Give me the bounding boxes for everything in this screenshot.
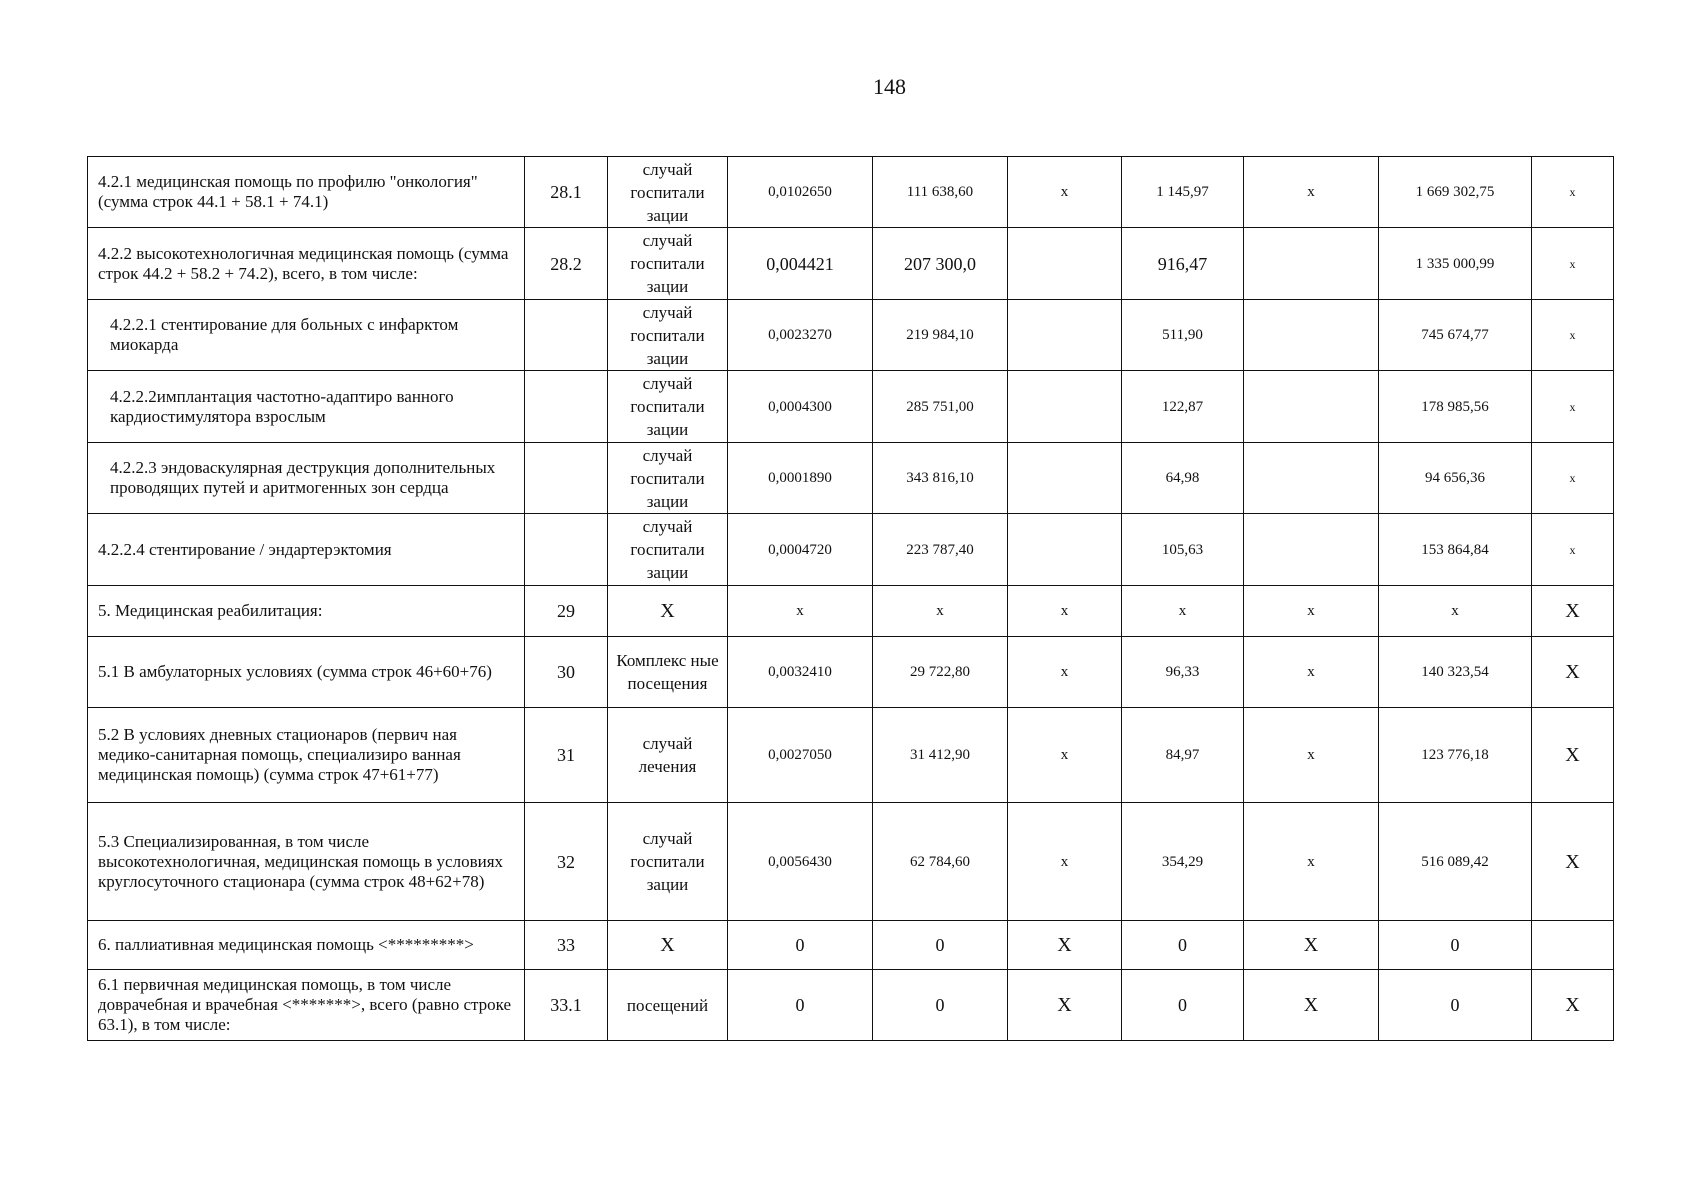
- table-row: [88, 300, 1614, 371]
- row-value-4: 0,0027050: [728, 708, 873, 803]
- row-value-4: x: [728, 586, 873, 637]
- row-name: 5.3 Специализированная, в том числе высокотехнологичная, медицинская помощь в условиях круглосуточного стационара (сумма строк 48+62+78): [88, 803, 525, 921]
- row-unit: случай госпитали зации: [608, 228, 728, 300]
- row-value-5: 29 722,80: [873, 637, 1008, 708]
- row-value-9: 745 674,77: [1379, 300, 1532, 371]
- row-value-9: 1 669 302,75: [1379, 157, 1532, 228]
- row-name: 5.2 В условиях дневных стационаров (первич ная медико-санитарная помощь, специализиро ванная медицинская помощь) (сумма строк 47+61+77): [88, 708, 525, 803]
- row-name: 4.2.2.3 эндоваскулярная деструкция дополнительных проводящих путей и аритмогенных зон сердца: [88, 443, 525, 514]
- row-value-5: 0: [873, 970, 1008, 1041]
- row-value-5: 219 984,10: [873, 300, 1008, 371]
- row-name: 4.2.2.2имплантация частотно-адаптиро ванного кардиостимулятора взрослым: [88, 371, 525, 443]
- row-value-9: 178 985,56: [1379, 371, 1532, 443]
- row-unit: случай госпитали зации: [608, 514, 728, 586]
- row-code: 32: [525, 803, 608, 921]
- row-value-10: X: [1532, 970, 1614, 1041]
- row-value-7: 105,63: [1122, 514, 1244, 586]
- row-value-8: [1244, 371, 1379, 443]
- row-value-6: [1008, 443, 1122, 514]
- row-value-6: x: [1008, 157, 1122, 228]
- row-value-9: 516 089,42: [1379, 803, 1532, 921]
- row-value-4: 0,004421: [728, 228, 873, 300]
- row-value-6: [1008, 514, 1122, 586]
- row-name: 4.2.2 высокотехнологичная медицинская помощь (сумма строк 44.2 + 58.2 + 74.2), всего, в том числе:: [88, 228, 525, 300]
- row-value-6: x: [1008, 586, 1122, 637]
- row-name: 4.2.2.1 стентирование для больных с инфарктом миокарда: [88, 300, 525, 371]
- row-value-10: X: [1532, 586, 1614, 637]
- row-value-9: 140 323,54: [1379, 637, 1532, 708]
- row-name: 4.2.2.4 стентирование / эндартерэктомия: [88, 514, 525, 586]
- row-value-10: x: [1532, 300, 1614, 371]
- row-value-5: 0: [873, 921, 1008, 970]
- row-value-8: [1244, 300, 1379, 371]
- row-value-10: x: [1532, 157, 1614, 228]
- table-row: [88, 228, 1614, 300]
- row-value-4: 0,0023270: [728, 300, 873, 371]
- row-code: 30: [525, 637, 608, 708]
- row-value-9: 0: [1379, 970, 1532, 1041]
- row-value-5: 343 816,10: [873, 443, 1008, 514]
- row-value-8: [1244, 228, 1379, 300]
- row-value-4: 0,0004300: [728, 371, 873, 443]
- row-unit: случай госпитали зации: [608, 443, 728, 514]
- row-value-4: 0,0001890: [728, 443, 873, 514]
- row-unit: Комплекс ные посещения: [608, 637, 728, 708]
- row-value-6: X: [1008, 970, 1122, 1041]
- row-value-6: x: [1008, 637, 1122, 708]
- row-name: 6.1 первичная медицинская помощь, в том числе доврачебная и врачебная <*******>, всего (равно строке 63.1), в том числе:: [88, 970, 525, 1041]
- row-value-10: x: [1532, 228, 1614, 300]
- row-value-10: X: [1532, 803, 1614, 921]
- row-value-9: x: [1379, 586, 1532, 637]
- row-value-8: x: [1244, 586, 1379, 637]
- row-code: 33: [525, 921, 608, 970]
- row-value-8: x: [1244, 637, 1379, 708]
- row-value-4: 0: [728, 970, 873, 1041]
- row-code: [525, 371, 608, 443]
- row-value-8: X: [1244, 921, 1379, 970]
- row-value-5: 285 751,00: [873, 371, 1008, 443]
- row-value-4: 0,0056430: [728, 803, 873, 921]
- row-value-9: 153 864,84: [1379, 514, 1532, 586]
- row-code: [525, 514, 608, 586]
- row-value-10: x: [1532, 443, 1614, 514]
- table-row: [88, 637, 1614, 708]
- table-row: [88, 371, 1614, 443]
- table-row: [88, 970, 1614, 1041]
- row-value-7: 916,47: [1122, 228, 1244, 300]
- row-value-7: 64,98: [1122, 443, 1244, 514]
- table-row: [88, 514, 1614, 586]
- page-number: 148: [873, 74, 906, 99]
- row-value-7: 0: [1122, 970, 1244, 1041]
- table-row: [88, 586, 1614, 637]
- row-code: 28.2: [525, 228, 608, 300]
- row-unit: случай госпитали зации: [608, 803, 728, 921]
- row-name: 4.2.1 медицинская помощь по профилю "онкология" (сумма строк 44.1 + 58.1 + 74.1): [88, 157, 525, 228]
- row-value-9: 1 335 000,99: [1379, 228, 1532, 300]
- row-value-10: X: [1532, 708, 1614, 803]
- row-value-5: 62 784,60: [873, 803, 1008, 921]
- row-value-6: x: [1008, 803, 1122, 921]
- row-value-9: 94 656,36: [1379, 443, 1532, 514]
- row-value-7: 122,87: [1122, 371, 1244, 443]
- table-row: [88, 443, 1614, 514]
- row-code: 28.1: [525, 157, 608, 228]
- row-value-8: [1244, 443, 1379, 514]
- row-code: 29: [525, 586, 608, 637]
- row-value-7: 511,90: [1122, 300, 1244, 371]
- row-value-4: 0,0004720: [728, 514, 873, 586]
- row-value-8: [1244, 514, 1379, 586]
- row-value-9: 0: [1379, 921, 1532, 970]
- row-name: 6. паллиативная медицинская помощь <*********>: [88, 921, 525, 970]
- table-row: [88, 803, 1614, 921]
- row-value-7: 354,29: [1122, 803, 1244, 921]
- row-code: 31: [525, 708, 608, 803]
- row-value-5: 207 300,0: [873, 228, 1008, 300]
- row-unit: случай госпитали зации: [608, 157, 728, 228]
- row-value-10: x: [1532, 371, 1614, 443]
- row-value-6: [1008, 300, 1122, 371]
- row-unit: посещений: [608, 970, 728, 1041]
- row-value-7: x: [1122, 586, 1244, 637]
- row-value-6: X: [1008, 921, 1122, 970]
- row-value-9: 123 776,18: [1379, 708, 1532, 803]
- row-value-5: x: [873, 586, 1008, 637]
- row-value-7: 1 145,97: [1122, 157, 1244, 228]
- row-code: 33.1: [525, 970, 608, 1041]
- row-value-8: x: [1244, 157, 1379, 228]
- row-value-8: x: [1244, 708, 1379, 803]
- row-value-8: x: [1244, 803, 1379, 921]
- row-value-7: 96,33: [1122, 637, 1244, 708]
- row-value-6: [1008, 371, 1122, 443]
- row-value-8: X: [1244, 970, 1379, 1041]
- data-table: [87, 156, 1614, 1041]
- row-value-7: 84,97: [1122, 708, 1244, 803]
- row-value-4: 0,0032410: [728, 637, 873, 708]
- row-value-10: x: [1532, 514, 1614, 586]
- row-code: [525, 443, 608, 514]
- table-row: [88, 157, 1614, 228]
- row-value-5: 223 787,40: [873, 514, 1008, 586]
- table-row: [88, 921, 1614, 970]
- row-unit: случай госпитали зации: [608, 371, 728, 443]
- row-value-7: 0: [1122, 921, 1244, 970]
- row-unit: случай лечения: [608, 708, 728, 803]
- row-name: 5.1 В амбулаторных условиях (сумма строк 46+60+76): [88, 637, 525, 708]
- table-row: [88, 708, 1614, 803]
- row-value-4: 0: [728, 921, 873, 970]
- row-value-5: 111 638,60: [873, 157, 1008, 228]
- row-value-6: [1008, 228, 1122, 300]
- row-name: 5. Медицинская реабилитация:: [88, 586, 525, 637]
- row-value-5: 31 412,90: [873, 708, 1008, 803]
- row-code: [525, 300, 608, 371]
- row-value-4: 0,0102650: [728, 157, 873, 228]
- row-unit: случай госпитали зации: [608, 300, 728, 371]
- row-value-6: x: [1008, 708, 1122, 803]
- row-value-10: [1532, 921, 1614, 970]
- row-value-10: X: [1532, 637, 1614, 708]
- row-unit: X: [608, 586, 728, 637]
- row-unit: X: [608, 921, 728, 970]
